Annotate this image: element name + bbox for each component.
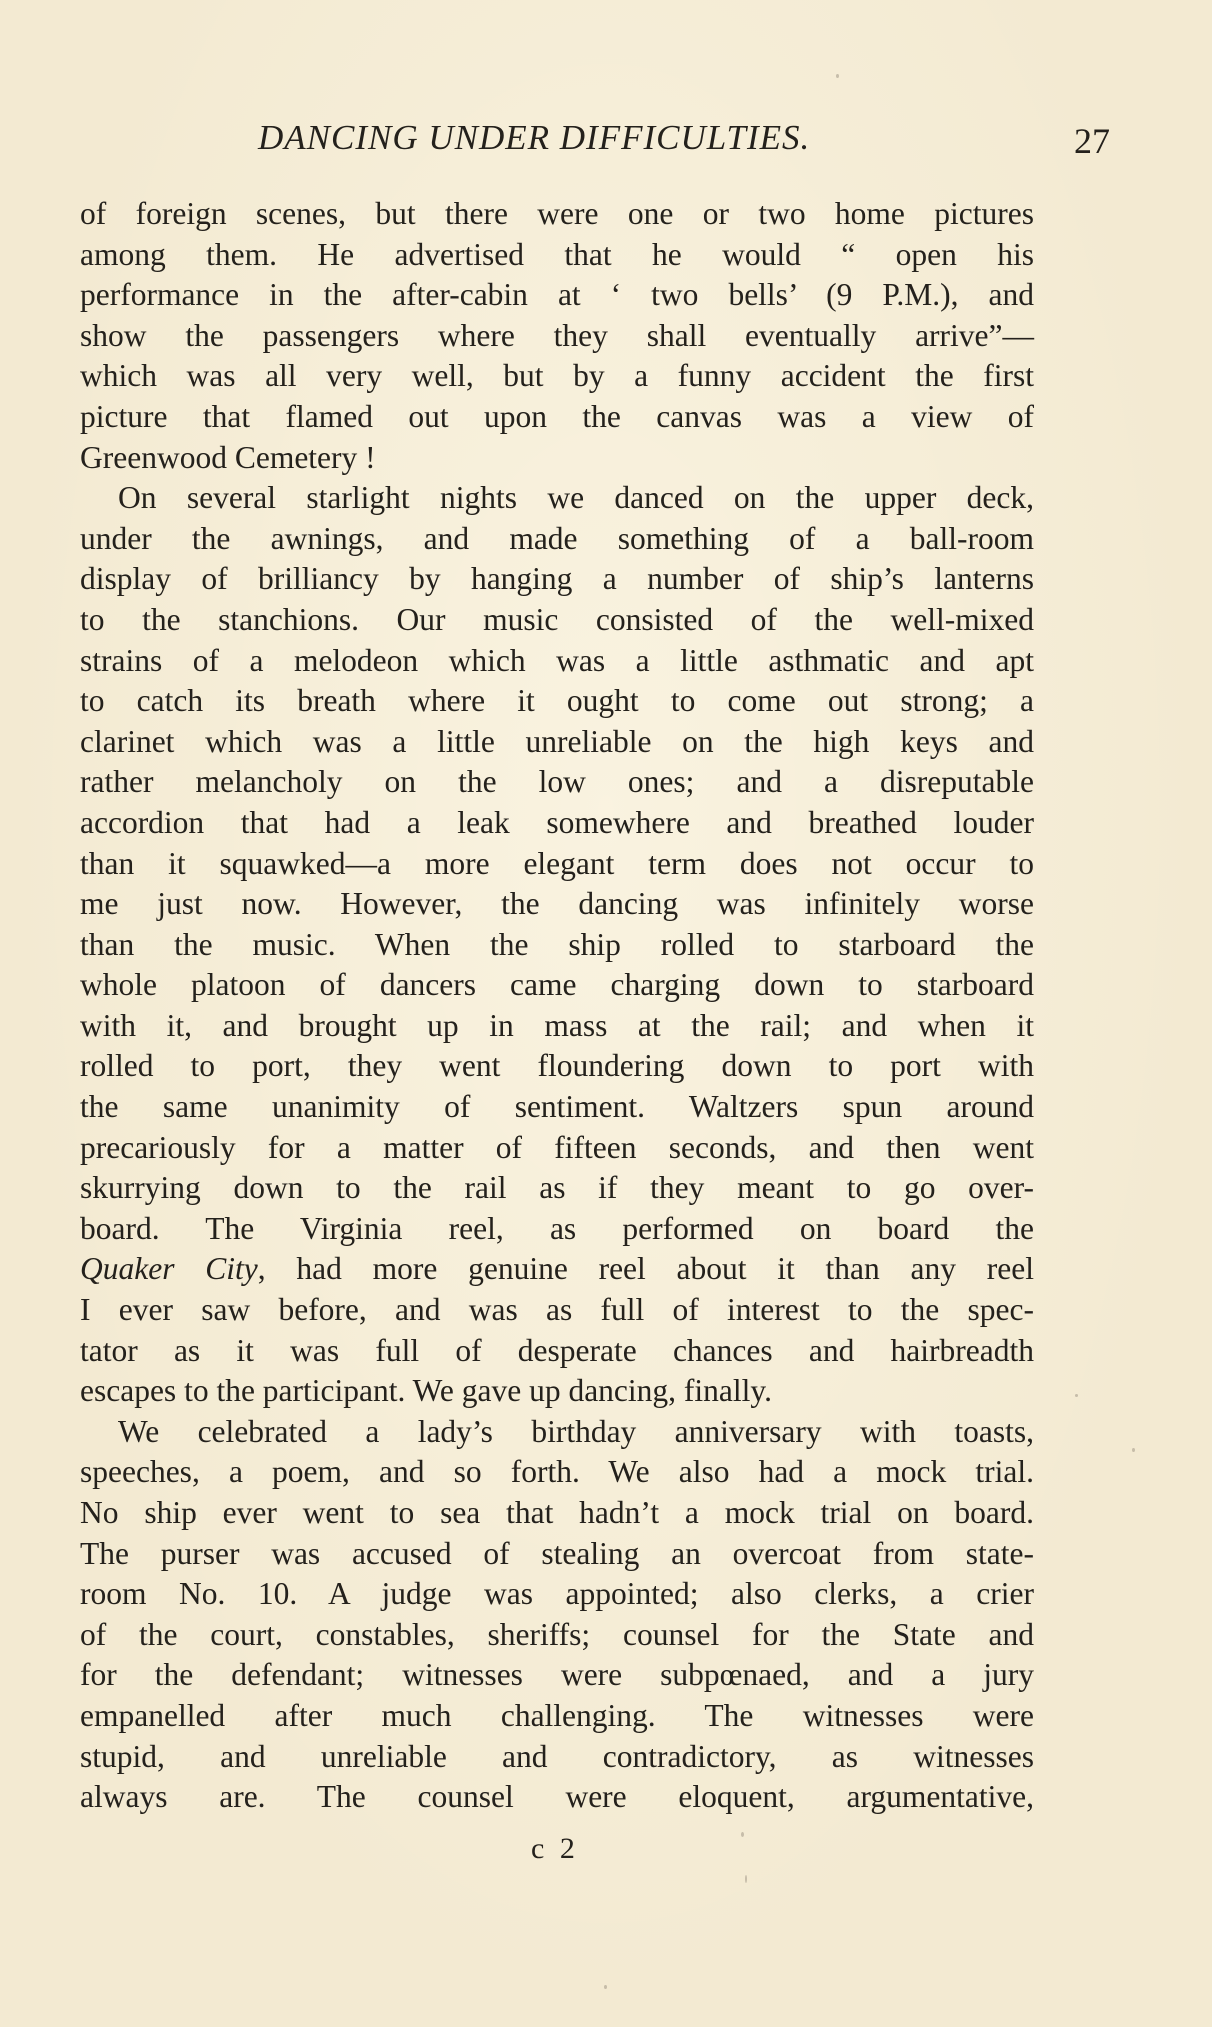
text-line (80, 600, 1034, 641)
text-line-content: rather melancholy on the low ones; and a disreputable (80, 764, 1034, 800)
text-line-content: with it, and brought up in mass at the rail; and when it (80, 1007, 1034, 1043)
text-line (80, 884, 1034, 925)
text-line-content: than the music. When the ship rolled to starboard the (80, 926, 1034, 962)
text-line-content: empanelled after much challenging. The witnesses were (80, 1697, 1034, 1733)
text-line (80, 1615, 1034, 1656)
text-line (80, 1534, 1034, 1575)
text-line (80, 1412, 1034, 1453)
text-line-content: On several starlight nights we danced on the upper deck, (118, 480, 1034, 516)
text-line (80, 478, 1034, 519)
text-line-content: I ever saw before, and was as full of interest to the spec- (80, 1292, 1034, 1328)
text-line-content: strains of a melodeon which was a little asthmatic and apt (80, 642, 1034, 678)
text-line-content: me just now. However, the dancing was infinitely worse (80, 886, 1034, 922)
text-line (80, 1249, 1034, 1290)
text-line (80, 1655, 1034, 1696)
text-line-content: whole platoon of dancers came charging down to starboard (80, 967, 1034, 1003)
text-line (80, 194, 1034, 235)
text-line-content: rolled to port, they went floundering down to port with (80, 1048, 1034, 1084)
text-line (80, 1006, 1034, 1047)
text-line (80, 1331, 1034, 1372)
text-line (80, 1777, 1034, 1818)
text-line (80, 1452, 1034, 1493)
text-line-content: tator as it was full of desperate chances and hairbreadth (80, 1332, 1034, 1368)
text-line (80, 275, 1034, 316)
text-line-content: picture that flamed out upon the canvas was a view of (80, 398, 1034, 434)
text-line-content: stupid, and unreliable and contradictory, as witnesses (80, 1738, 1034, 1774)
text-line-content: speeches, a poem, and so forth. We also had a mock trial. (80, 1454, 1034, 1490)
paper-speck (1132, 1448, 1135, 1452)
text-line-content: display of brilliancy by hanging a number of ship’s lanterns (80, 561, 1034, 597)
text-line-content: clarinet which was a little unreliable on the high keys and (80, 723, 1034, 759)
text-line-content: than it squawked—a more elegant term does not occur to (80, 845, 1034, 881)
text-line (80, 1371, 1034, 1412)
text-line (80, 235, 1034, 276)
text-line (80, 681, 1034, 722)
text-line (80, 519, 1034, 560)
text-line (80, 1737, 1034, 1778)
running-title: DANCING UNDER DIFFICULTIES. (258, 118, 811, 157)
text-line (80, 925, 1034, 966)
text-line (80, 559, 1034, 600)
text-line-content: board. The Virginia reel, as performed on board the (80, 1210, 1034, 1246)
text-line (80, 438, 1034, 479)
text-line-content: performance in the after-cabin at ‘ two bells’ (9 P.M.), and (80, 277, 1034, 313)
text-line (80, 965, 1034, 1006)
text-line (80, 397, 1034, 438)
text-line (80, 1046, 1034, 1087)
paper-speck (836, 74, 839, 78)
text-line (80, 1290, 1034, 1331)
text-line (80, 316, 1034, 357)
paper-speck (745, 1875, 747, 1883)
text-line (80, 1209, 1034, 1250)
text-line (80, 722, 1034, 763)
text-line (80, 356, 1034, 397)
text-line-content: We celebrated a lady’s birthday anniversary with toasts, (118, 1413, 1034, 1449)
text-line-content: , had more genuine reel about it than any reel (257, 1251, 1034, 1287)
text-line-content: for the defendant; witnesses were subpœnaed, and a jury (80, 1657, 1034, 1693)
text-line-content: escapes to the participant. We gave up dancing, finally. (80, 1373, 772, 1409)
text-line-content: of foreign scenes, but there were one or two home pictures (80, 196, 1034, 231)
text-line-content: precariously for a matter of fifteen seconds, and then went (80, 1129, 1034, 1165)
text-line (80, 1574, 1034, 1615)
text-line-content: to catch its breath where it ought to come out strong; a (80, 683, 1034, 719)
running-head (80, 118, 1110, 168)
text-line (80, 1696, 1034, 1737)
text-line-content: room No. 10. A judge was appointed; also clerks, a crier (80, 1576, 1034, 1612)
text-line (80, 1087, 1034, 1128)
signature-mark: c 2 (531, 1832, 579, 1865)
text-line-content: Greenwood Cemetery ! (80, 439, 376, 475)
text-line-content: skurrying down to the rail as if they meant to go over- (80, 1170, 1034, 1206)
text-line-content: The purser was accused of stealing an overcoat from state- (80, 1535, 1034, 1571)
text-line-content: under the awnings, and made something of a ball-room (80, 520, 1034, 556)
paper-speck (741, 1832, 744, 1837)
text-line-content: show the passengers where they shall eventually arrive”— (80, 317, 1034, 353)
text-line-content: accordion that had a leak somewhere and breathed louder (80, 804, 1034, 840)
text-line (80, 803, 1034, 844)
page-number: 27 (1074, 121, 1110, 161)
paper-speck (1075, 1394, 1078, 1397)
text-line (80, 762, 1034, 803)
text-line-content: No ship ever went to sea that hadn’t a mock trial on board. (80, 1495, 1034, 1530)
ship-name: Quaker City (80, 1251, 258, 1287)
text-line-content: always are. The counsel were eloquent, argumentative, (80, 1779, 1034, 1815)
text-line (80, 1493, 1034, 1534)
text-line-content: to the stanchions. Our music consisted of the well-mixed (80, 601, 1034, 637)
text-line (80, 1128, 1034, 1169)
paper-speck (604, 1985, 607, 1989)
text-line (80, 1168, 1034, 1209)
text-line (80, 641, 1034, 682)
text-line-content: which was all very well, but by a funny accident the first (80, 358, 1034, 394)
text-line-content: among them. He advertised that he would “ open his (80, 236, 1034, 272)
text-line-content: the same unanimity of sentiment. Waltzers spun around (80, 1089, 1034, 1125)
body-text (80, 194, 1034, 1818)
text-line (80, 844, 1034, 885)
text-line-content: of the court, constables, sheriffs; counsel for the State and (80, 1616, 1034, 1652)
